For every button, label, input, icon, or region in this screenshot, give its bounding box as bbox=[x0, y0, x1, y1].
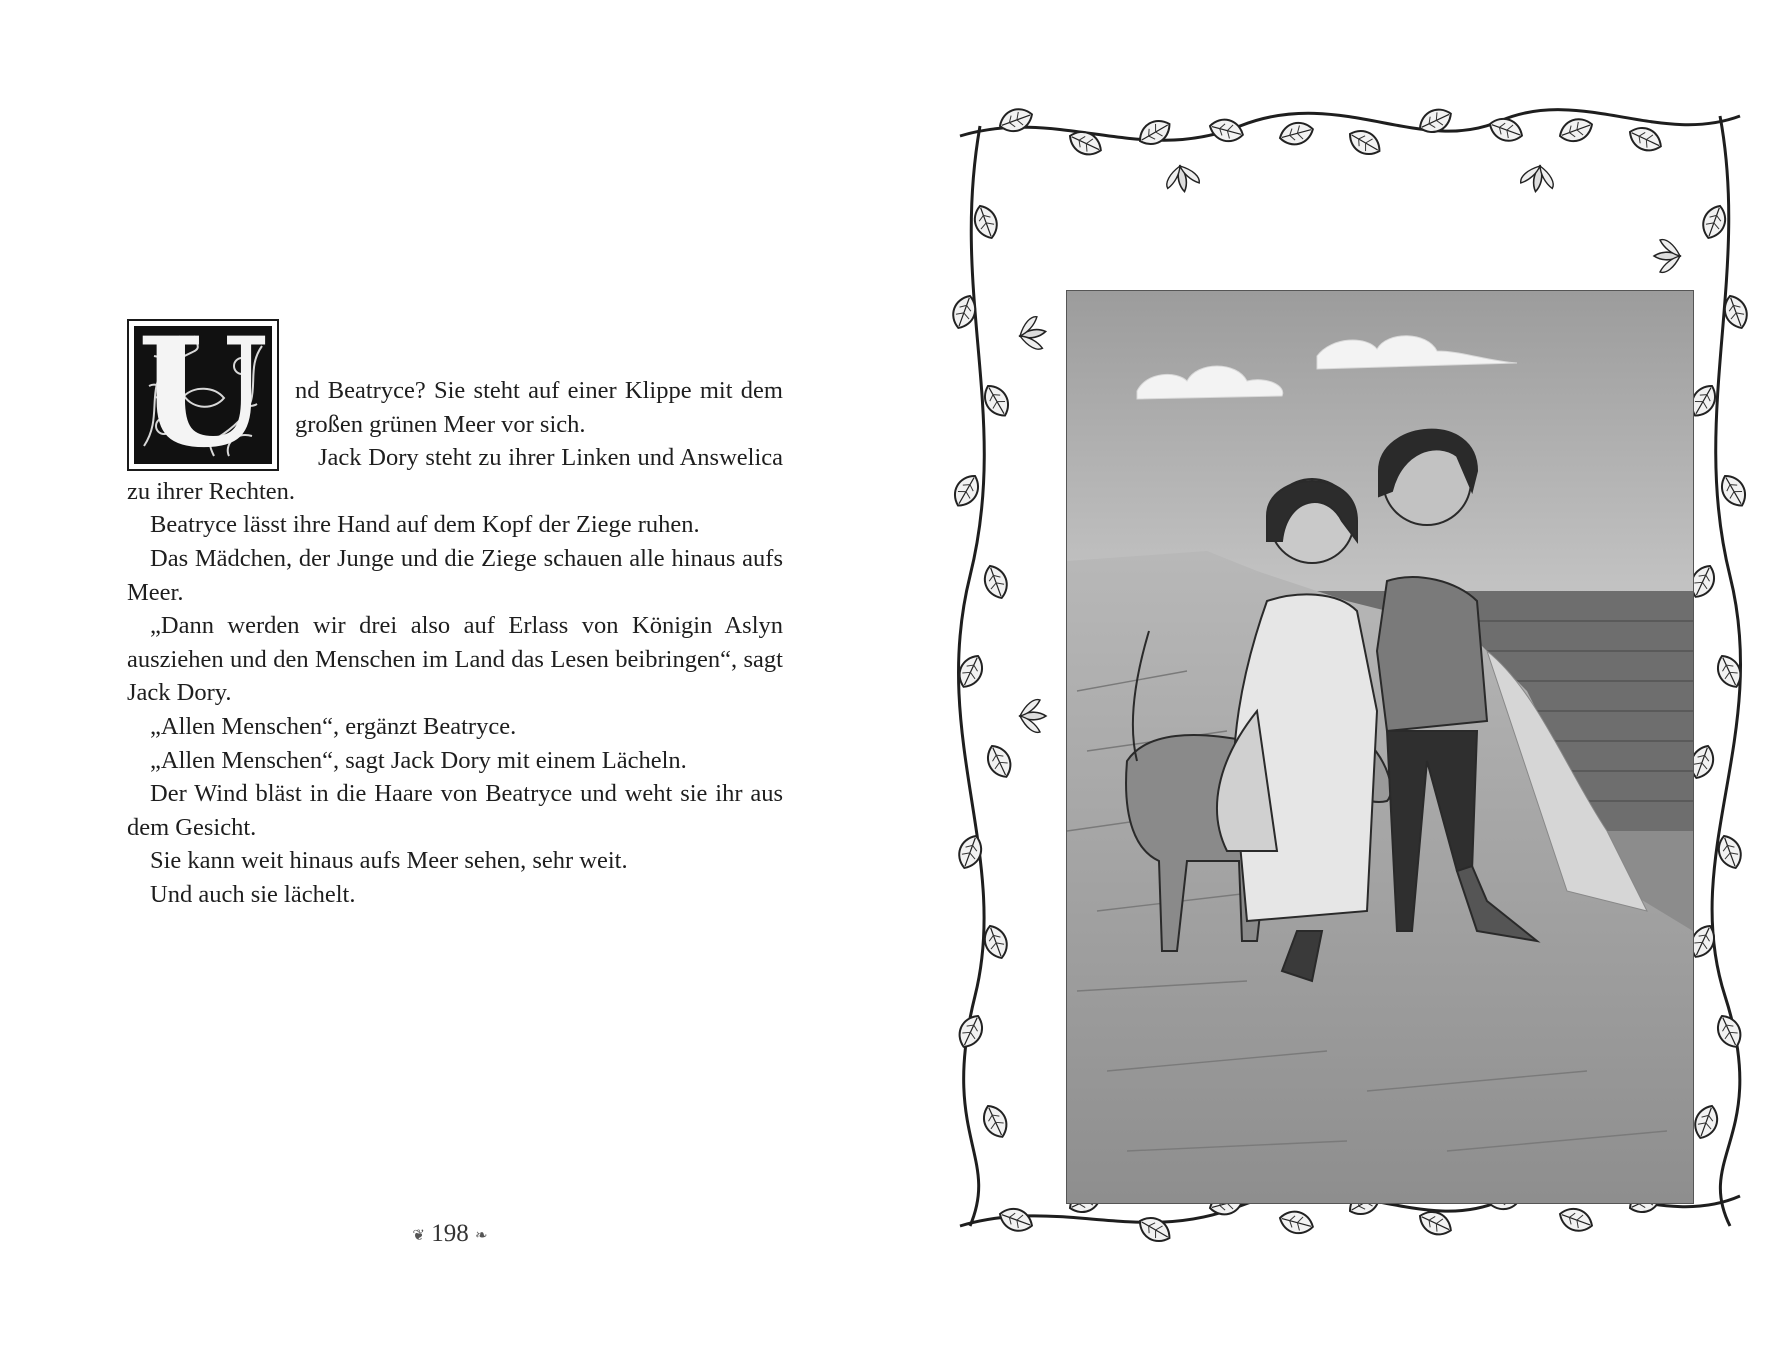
paragraph-8: Der Wind bläst in die Haare von Beatryce und weht sie ihr aus dem Gesicht. bbox=[127, 780, 783, 841]
floral-frame bbox=[940, 96, 1754, 1248]
page-number bbox=[390, 1220, 510, 1248]
illustration-scene-icon bbox=[1067, 291, 1693, 1203]
paragraph-10: Und auch sie lächelt. bbox=[150, 880, 356, 908]
right-page bbox=[886, 0, 1772, 1360]
paragraph-4: Das Mädchen, der Junge und die Ziege schauen alle hinaus aufs Meer. bbox=[127, 544, 783, 606]
paragraph-2: Jack Dory steht zu ihrer Linken und Answelica zu ihrer Rechten. bbox=[127, 444, 783, 505]
paragraph-7: „Allen Menschen“, sagt Jack Dory mit einem Lächeln. bbox=[150, 746, 687, 774]
page-number-text: 198 bbox=[431, 1220, 469, 1247]
illustration-picture bbox=[1066, 290, 1694, 1204]
paragraph-5: „Dann werden wir drei also auf Erlass von Königin Aslyn ausziehen und den Menschen im Land das Lesen beibringen“, sagt Jack Dory. bbox=[127, 612, 783, 707]
paragraph-9: Sie kann weit hinaus aufs Meer sehen, sehr weit. bbox=[150, 847, 628, 875]
right-flourish-icon: ❧ bbox=[475, 1227, 488, 1244]
paragraph-1: nd Beatryce? Sie steht auf einer Klippe mit dem großen grünen Meer vor sich. bbox=[295, 377, 783, 438]
story-text bbox=[127, 316, 783, 912]
paragraph-6: „Allen Menschen“, ergänzt Beatryce. bbox=[150, 712, 517, 740]
paragraph-3: Beatryce lässt ihre Hand auf dem Kopf der Ziege ruhen. bbox=[150, 511, 700, 539]
dropcap-letter: U bbox=[137, 326, 269, 464]
dropcap-initial bbox=[127, 319, 279, 471]
left-flourish-icon: ❦ bbox=[412, 1227, 425, 1244]
